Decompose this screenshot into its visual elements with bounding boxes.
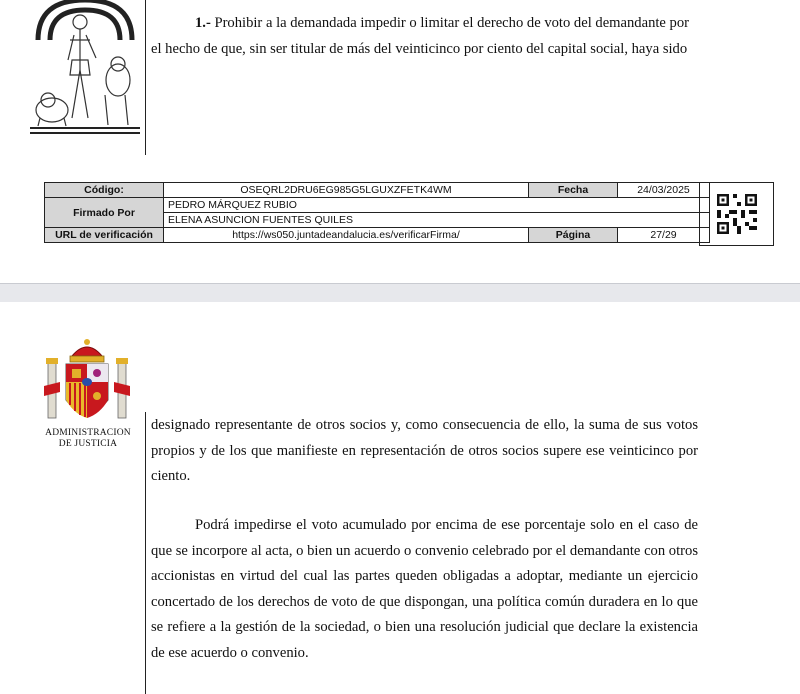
codigo-label: Código:	[45, 183, 164, 198]
paragraph-line-1: Prohibir a la demandada impedir o limitar el derecho de voto del demandante por	[210, 15, 690, 31]
ruling-paragraph-1-continued: designado representante de otros socios y, como consecuencia de ello, la suma de sus votos propios y de los que manifieste en representación de otros socios supere ese veinticinco por ciento.	[151, 417, 698, 484]
fecha-label: Fecha	[529, 183, 618, 198]
administracion-justicia-label	[38, 428, 138, 450]
page-separator	[0, 283, 800, 303]
pagina-value: 27/29	[618, 228, 710, 243]
admin-line-2: DE JUSTICIA	[58, 439, 118, 449]
url-label: URL de verificación	[45, 228, 164, 243]
fecha-value: 24/03/2025	[618, 183, 710, 198]
paragraph-line-2: el hecho de que, sin ser titular de más del veinticinco por ciento del capital social, haya sido	[151, 40, 688, 57]
firmado-por-label: Firmado Por	[45, 198, 164, 228]
signer-2: ELENA ASUNCION FUENTES QUILES	[164, 213, 710, 228]
document-page-1	[0, 0, 800, 283]
junta-andalucia-logo-icon	[30, 0, 140, 140]
admin-line-1: ADMINISTRACION	[45, 428, 131, 438]
codigo-value: OSEQRL2DRU6EG985G5LGUXZFETK4WM	[164, 183, 529, 198]
signature-verification-box	[44, 182, 774, 252]
ruling-paragraph-1	[151, 11, 695, 62]
paragraph-number: 1.-	[195, 15, 211, 31]
qr-code-icon	[699, 182, 774, 246]
spanish-coat-of-arms-icon	[44, 336, 130, 428]
document-page-2	[0, 302, 800, 694]
verification-url[interactable]: https://ws050.juntadeandalucia.es/verificarFirma/	[164, 228, 529, 243]
ruling-paragraph-2: Podrá impedirse el voto acumulado por encima de ese porcentaje solo en el caso de que se incorpore al acta, o bien un acuerdo o convenio celebrado por el demandante con otros accionistas en virtud del cual las partes queden obligadas a adoptar, mediante un ejercicio concertado de los derechos de voto de que dispongan, una política común duradera en lo que se refiere a la gestión de la sociedad, o bien una resolución judicial que declare la existencia de ese acuerdo o convenio.	[151, 517, 698, 661]
signature-table	[44, 182, 710, 243]
pagina-label: Página	[529, 228, 618, 243]
signer-1: PEDRO MÁRQUEZ RUBIO	[164, 198, 710, 213]
